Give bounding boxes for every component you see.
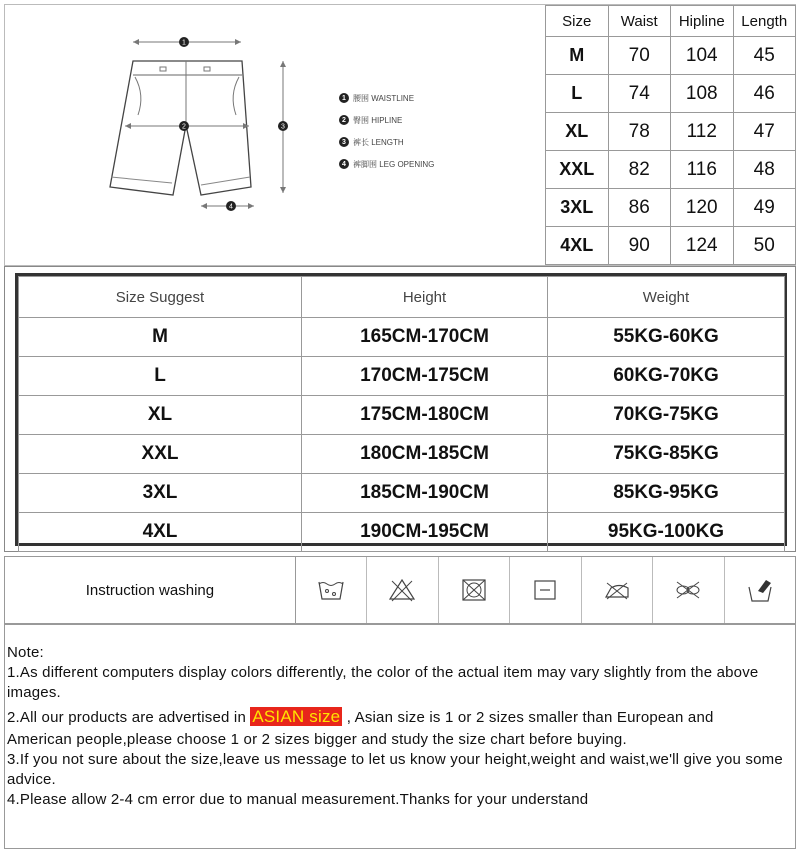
washing-label: Instruction washing	[5, 557, 296, 623]
cell-weight: 55KG-60KG	[548, 318, 785, 357]
table-row	[19, 513, 785, 552]
cell-waist: 78	[608, 113, 671, 151]
cell-length: 45	[733, 37, 796, 75]
cell-size: L	[546, 75, 609, 113]
cell-height: 180CM-185CM	[302, 435, 548, 474]
iron-low-icon	[582, 557, 653, 623]
table-row	[546, 227, 796, 265]
hand-wash-icon	[725, 557, 795, 623]
cell-size: M	[546, 37, 609, 75]
size-chart-panel	[4, 4, 796, 266]
notes-panel	[4, 624, 796, 849]
cell-weight: 95KG-100KG	[548, 513, 785, 552]
cell-size: 4XL	[546, 227, 609, 265]
cell-weight: 60KG-70KG	[548, 357, 785, 396]
table-row	[19, 435, 785, 474]
cell-height: 165CM-170CM	[302, 318, 548, 357]
legend-number: 3	[339, 137, 349, 147]
shorts-illustration	[5, 5, 545, 265]
table-header-row	[19, 277, 785, 318]
cell-size: 3XL	[546, 189, 609, 227]
header-size: Size	[546, 6, 609, 37]
table-row	[546, 37, 796, 75]
table-row	[546, 151, 796, 189]
header-length: Length	[733, 6, 796, 37]
wash-30-icon	[296, 557, 367, 623]
svg-text:3: 3	[281, 123, 285, 131]
legend-item	[339, 131, 434, 153]
legend-number: 4	[339, 159, 349, 169]
cell-weight: 85KG-95KG	[548, 474, 785, 513]
cell-weight: 70KG-75KG	[548, 396, 785, 435]
header-waist: Waist	[608, 6, 671, 37]
size-suggest-frame	[15, 273, 787, 546]
note-2-text: 2.All our products are advertised in	[7, 709, 251, 726]
cell-waist: 74	[608, 75, 671, 113]
cell-size: XL	[546, 113, 609, 151]
cell-weight: 75KG-85KG	[548, 435, 785, 474]
legend-text: 臀围 HIPLINE	[353, 115, 403, 125]
cell-size: XXL	[19, 435, 302, 474]
size-suggest-panel	[4, 266, 796, 552]
cell-size: 4XL	[19, 513, 302, 552]
size-suggest-table	[18, 276, 784, 552]
legend-text: 腰围 WAISTLINE	[353, 93, 415, 103]
legend-text: 裤脚围 LEG OPENING	[353, 159, 435, 169]
cell-height: 190CM-195CM	[302, 513, 548, 552]
cell-waist: 90	[608, 227, 671, 265]
note-1: 1.As different computers display colors differently, the color of the actual item may vary slightly from the above images.	[7, 664, 759, 701]
table-row	[19, 474, 785, 513]
svg-text:1: 1	[182, 39, 186, 47]
legend-number: 1	[339, 93, 349, 103]
table-row	[19, 318, 785, 357]
cell-length: 47	[733, 113, 796, 151]
do-not-dry-clean-icon	[653, 557, 724, 623]
do-not-tumble-dry-icon	[439, 557, 510, 623]
cell-size: L	[19, 357, 302, 396]
cell-height: 170CM-175CM	[302, 357, 548, 396]
cell-hipline: 112	[671, 113, 734, 151]
header-hipline: Hipline	[671, 6, 734, 37]
table-row	[546, 75, 796, 113]
cell-height: 185CM-190CM	[302, 474, 548, 513]
table-row	[19, 357, 785, 396]
legend-item	[339, 153, 434, 175]
legend-item	[339, 109, 434, 131]
legend-item	[339, 87, 434, 109]
cell-size: XXL	[546, 151, 609, 189]
cell-size: XL	[19, 396, 302, 435]
table-row	[546, 189, 796, 227]
svg-text:4: 4	[229, 203, 233, 211]
measurement-table	[545, 5, 796, 265]
header-size-suggest: Size Suggest	[19, 277, 302, 318]
note-4: 4.Please allow 2-4 cm error due to manual measurement.Thanks for your understand	[7, 791, 589, 808]
cell-length: 50	[733, 227, 796, 265]
legend-text: 裤长 LENGTH	[353, 137, 404, 147]
cell-length: 46	[733, 75, 796, 113]
measurement-legend	[339, 87, 434, 175]
do-not-bleach-icon	[367, 557, 438, 623]
cell-length: 49	[733, 189, 796, 227]
cell-hipline: 108	[671, 75, 734, 113]
cell-size: 3XL	[19, 474, 302, 513]
cell-waist: 70	[608, 37, 671, 75]
cell-waist: 86	[608, 189, 671, 227]
washing-instructions	[4, 556, 796, 624]
note-3: 3.If you not sure about the size,leave us message to let us know your height,weight and waist,we'll give you some advice.	[7, 751, 783, 788]
cell-size: M	[19, 318, 302, 357]
table-header-row	[546, 6, 796, 37]
note-2-text-after: , Asian size is 1 or 2 sizes smaller than European and	[342, 709, 714, 726]
dry-flat-icon	[510, 557, 581, 623]
cell-hipline: 104	[671, 37, 734, 75]
table-row	[19, 396, 785, 435]
table-row	[546, 113, 796, 151]
cell-height: 175CM-180CM	[302, 396, 548, 435]
header-height: Height	[302, 277, 548, 318]
cell-waist: 82	[608, 151, 671, 189]
cell-hipline: 124	[671, 227, 734, 265]
asian-size-highlight: ASIAN size	[252, 707, 341, 726]
cell-hipline: 116	[671, 151, 734, 189]
legend-number: 2	[339, 115, 349, 125]
header-weight: Weight	[548, 277, 785, 318]
notes-title: Note:	[7, 644, 44, 661]
note-2	[7, 707, 795, 728]
cell-length: 48	[733, 151, 796, 189]
svg-text:2: 2	[182, 123, 186, 131]
cell-hipline: 120	[671, 189, 734, 227]
note-2-continued: American people,please choose 1 or 2 sizes bigger and study the size chart before buying.	[7, 731, 627, 748]
shorts-diagram	[5, 5, 545, 265]
